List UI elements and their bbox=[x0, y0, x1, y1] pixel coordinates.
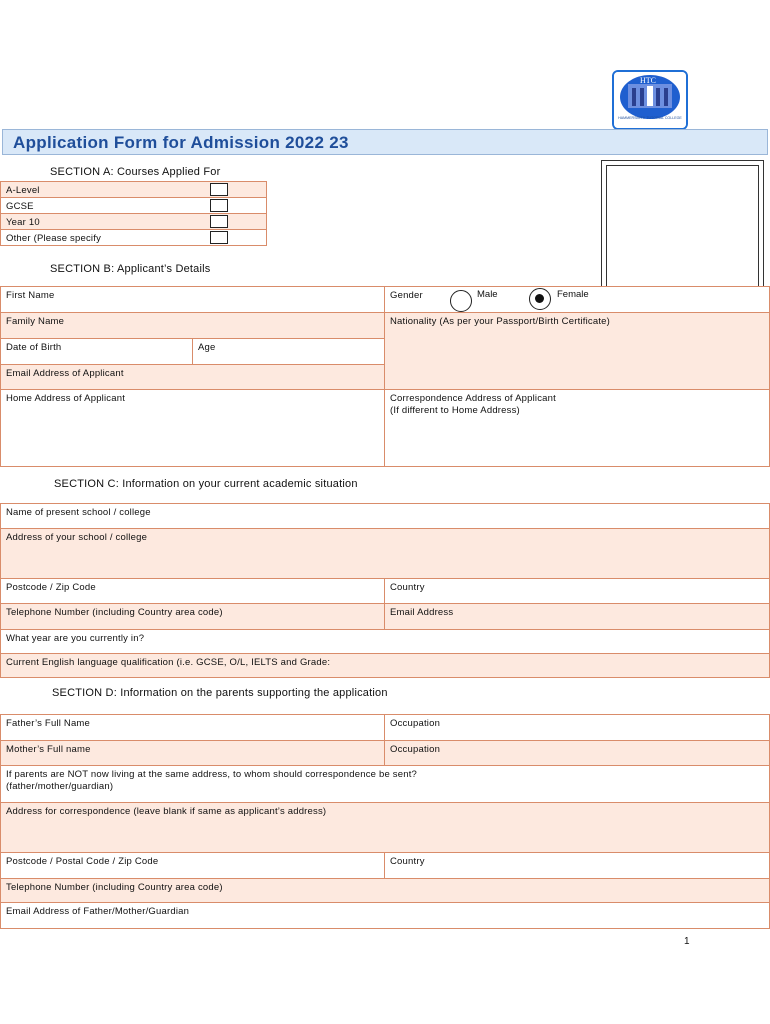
page-number: 1 bbox=[684, 936, 690, 947]
home-address-label: Home Address of Applicant bbox=[6, 393, 126, 404]
parent-country-field[interactable] bbox=[384, 852, 770, 879]
school-country-label: Country bbox=[390, 582, 425, 593]
school-telephone-label: Telephone Number (including Country area code) bbox=[6, 607, 223, 618]
nationality-label: Nationality (As per your Passport/Birth Certificate) bbox=[390, 316, 611, 327]
checkbox-year-10[interactable] bbox=[210, 215, 228, 228]
section-c-heading: SECTION C: Information on your current academic situation bbox=[54, 478, 358, 490]
parent-email-label: Email Address of Father/Mother/Guardian bbox=[6, 906, 190, 917]
english-qualification-field[interactable] bbox=[0, 653, 770, 678]
school-email-label: Email Address bbox=[390, 607, 454, 618]
correspondence-address-field[interactable] bbox=[384, 389, 770, 467]
school-postcode-field[interactable] bbox=[0, 578, 385, 604]
english-qualification-label: Current English language qualification (i.e. GCSE, O/L, IELTS and Grade: bbox=[6, 657, 331, 668]
family-name-label: Family Name bbox=[6, 316, 65, 327]
radio-male[interactable] bbox=[450, 290, 472, 312]
parent-email-field[interactable] bbox=[0, 902, 770, 929]
mother-occupation-field[interactable] bbox=[384, 740, 770, 766]
course-label: Year 10 bbox=[6, 217, 40, 228]
age-field[interactable] bbox=[192, 338, 385, 365]
father-occupation-label: Occupation bbox=[390, 718, 441, 729]
school-telephone-field[interactable] bbox=[0, 603, 385, 630]
female-label: Female bbox=[557, 289, 589, 300]
correspondence-address-label: Correspondence Address of Applicant bbox=[390, 393, 556, 404]
course-label: Other (Please specify bbox=[6, 233, 102, 244]
current-year-field[interactable] bbox=[0, 629, 770, 654]
radio-female[interactable] bbox=[529, 288, 551, 310]
father-name-label: Father’s Full Name bbox=[6, 718, 91, 729]
school-name-label: Name of present school / college bbox=[6, 507, 151, 518]
parent-telephone-label: Telephone Number (including Country area code) bbox=[6, 882, 223, 893]
section-a-heading: SECTION A: Courses Applied For bbox=[50, 166, 221, 178]
applicant-email-label: Email Address of Applicant bbox=[6, 368, 124, 379]
mother-name-field[interactable] bbox=[0, 740, 385, 766]
parent-country-label: Country bbox=[390, 856, 425, 867]
mother-occupation-label: Occupation bbox=[390, 744, 441, 755]
first-name-field[interactable] bbox=[0, 286, 385, 313]
home-address-field[interactable] bbox=[0, 389, 385, 467]
section-d-heading: SECTION D: Information on the parents supporting the application bbox=[52, 687, 388, 699]
applicant-email-field[interactable] bbox=[0, 364, 385, 390]
family-name-field[interactable] bbox=[0, 312, 385, 339]
first-name-label: First Name bbox=[6, 290, 55, 301]
logo-college-name: HAMMERSMITH TUTORIAL COLLEGE bbox=[618, 116, 682, 120]
mother-name-label: Mother’s Full name bbox=[6, 744, 91, 755]
gender-label: Gender bbox=[390, 290, 423, 301]
title-bar bbox=[2, 129, 768, 155]
dob-label: Date of Birth bbox=[6, 342, 62, 353]
college-logo bbox=[612, 70, 688, 130]
school-country-field[interactable] bbox=[384, 578, 770, 604]
school-name-field[interactable] bbox=[0, 503, 770, 529]
page-title: Application Form for Admission 2022 23 bbox=[13, 133, 349, 152]
course-label: A-Level bbox=[6, 185, 40, 196]
father-occupation-field[interactable] bbox=[384, 714, 770, 741]
correspondence-recipient-field[interactable] bbox=[0, 765, 770, 803]
checkbox-other[interactable] bbox=[210, 231, 228, 244]
course-label: GCSE bbox=[6, 201, 34, 212]
parent-postcode-label: Postcode / Postal Code / Zip Code bbox=[6, 856, 159, 867]
dob-field[interactable] bbox=[0, 338, 193, 365]
age-label: Age bbox=[198, 342, 216, 353]
checkbox-a-level[interactable] bbox=[210, 183, 228, 196]
school-postcode-label: Postcode / Zip Code bbox=[6, 582, 96, 593]
section-b-heading: SECTION B: Applicant’s Details bbox=[50, 263, 211, 275]
school-address-field[interactable] bbox=[0, 528, 770, 579]
parent-address-field[interactable] bbox=[0, 802, 770, 853]
current-year-label: What year are you currently in? bbox=[6, 633, 145, 644]
parent-telephone-field[interactable] bbox=[0, 878, 770, 903]
correspondence-recipient-options: (father/mother/guardian) bbox=[6, 781, 114, 792]
parent-address-label: Address for correspondence (leave blank if same as applicant’s address) bbox=[6, 806, 327, 817]
correspondence-recipient-label: If parents are NOT now living at the same address, to whom should correspondence be sent? bbox=[6, 769, 418, 780]
logo-monogram: HTC bbox=[640, 76, 656, 85]
school-email-field[interactable] bbox=[384, 603, 770, 630]
school-address-label: Address of your school / college bbox=[6, 532, 148, 543]
nationality-field[interactable] bbox=[384, 312, 770, 390]
checkbox-gcse[interactable] bbox=[210, 199, 228, 212]
parent-postcode-field[interactable] bbox=[0, 852, 385, 879]
father-name-field[interactable] bbox=[0, 714, 385, 741]
correspondence-address-note: (If different to Home Address) bbox=[390, 405, 520, 416]
male-label: Male bbox=[477, 289, 498, 300]
